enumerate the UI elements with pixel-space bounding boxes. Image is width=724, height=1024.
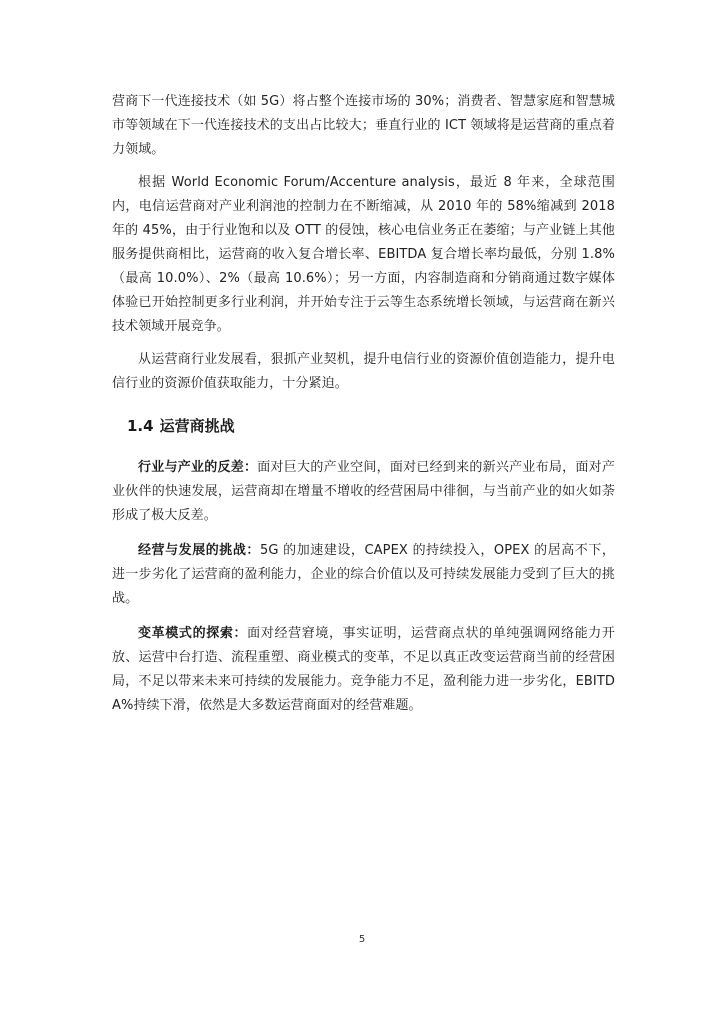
section-number: 1.4 — [127, 417, 154, 435]
page-number: 5 — [358, 934, 366, 945]
challenge-body-text: 面对经营窘境，事实证明，运营商点状的单纯强调网络能力开放、运营中台打造、流程重塑、商业模式的变革，不足以真正改变运营商当前的经营困局，不足以带来未来可持续的发展能力。竞争能力不足，盈利能力进一步劣化，EBITDA%持续下滑，依然是大多数运营商面对的经营难题。 — [112, 626, 615, 713]
section-heading — [127, 414, 615, 438]
challenge-body-text: 面对巨大的产业空间，面对已经到来的新兴产业布局，面对产业伙伴的快速发展，运营商却在增量不增收的经营困局中徘徊，与当前产业的如火如荼形成了极大反差。 — [112, 460, 616, 523]
challenge-lead-label: 经营与发展的挑战： — [138, 543, 260, 558]
paragraph-challenge-industry-contrast — [112, 456, 615, 528]
challenge-lead-label: 行业与产业的反差： — [138, 460, 258, 475]
page-content — [112, 90, 615, 718]
challenge-body-text: 5G 的加速建设，CAPEX 的持续投入，OPEX 的居高不下，进一步劣化了运营商的盈利能力，企业的综合价值以及可持续发展能力受到了巨大的挑战。 — [112, 543, 616, 606]
paragraph-industry-urgency: 从运营商行业发展看，狠抓产业契机，提升电信行业的资源价值创造能力，提升电信行业的资源价值获取能力，十分紧迫。 — [112, 352, 615, 391]
paragraph-challenge-operations — [112, 539, 615, 611]
challenge-lead-label: 变革模式的探索： — [138, 626, 248, 641]
paragraph-challenge-transformation — [112, 622, 615, 718]
paragraph-profit-pool-analysis: 根据 World Economic Forum/Accenture analysis，最近 8 年来，全球范围内，电信运营商对产业利润池的控制力在不断缩减，从 2010 年的 58%缩减到 2018 年的 45%，由于行业饱和以及 OTT 的侵蚀，核心电信业务正在萎缩；与产业链上其他服务提供商相比，运营商的收入复合增长率、EBITDA 复合增长率均最低，分别 1.8%（最高 10.0%）、2%（最高 10.6%）；另一方面，内容制造商和分销商通过数字媒体体验已开始控制更多行业利润，并开始专注于云等生态系统增长领域，与运营商在新兴技术领域开展竞争。 — [112, 175, 615, 334]
paragraph-connectivity-continued: 营商下一代连接技术（如 5G）将占整个连接市场的 30%；消费者、智慧家庭和智慧城市等领域在下一代连接技术的支出占比较大；垂直行业的 ICT 领域将是运营商的重点着力领域。 — [112, 94, 615, 157]
section-title-text: 运营商挑战 — [159, 417, 235, 435]
